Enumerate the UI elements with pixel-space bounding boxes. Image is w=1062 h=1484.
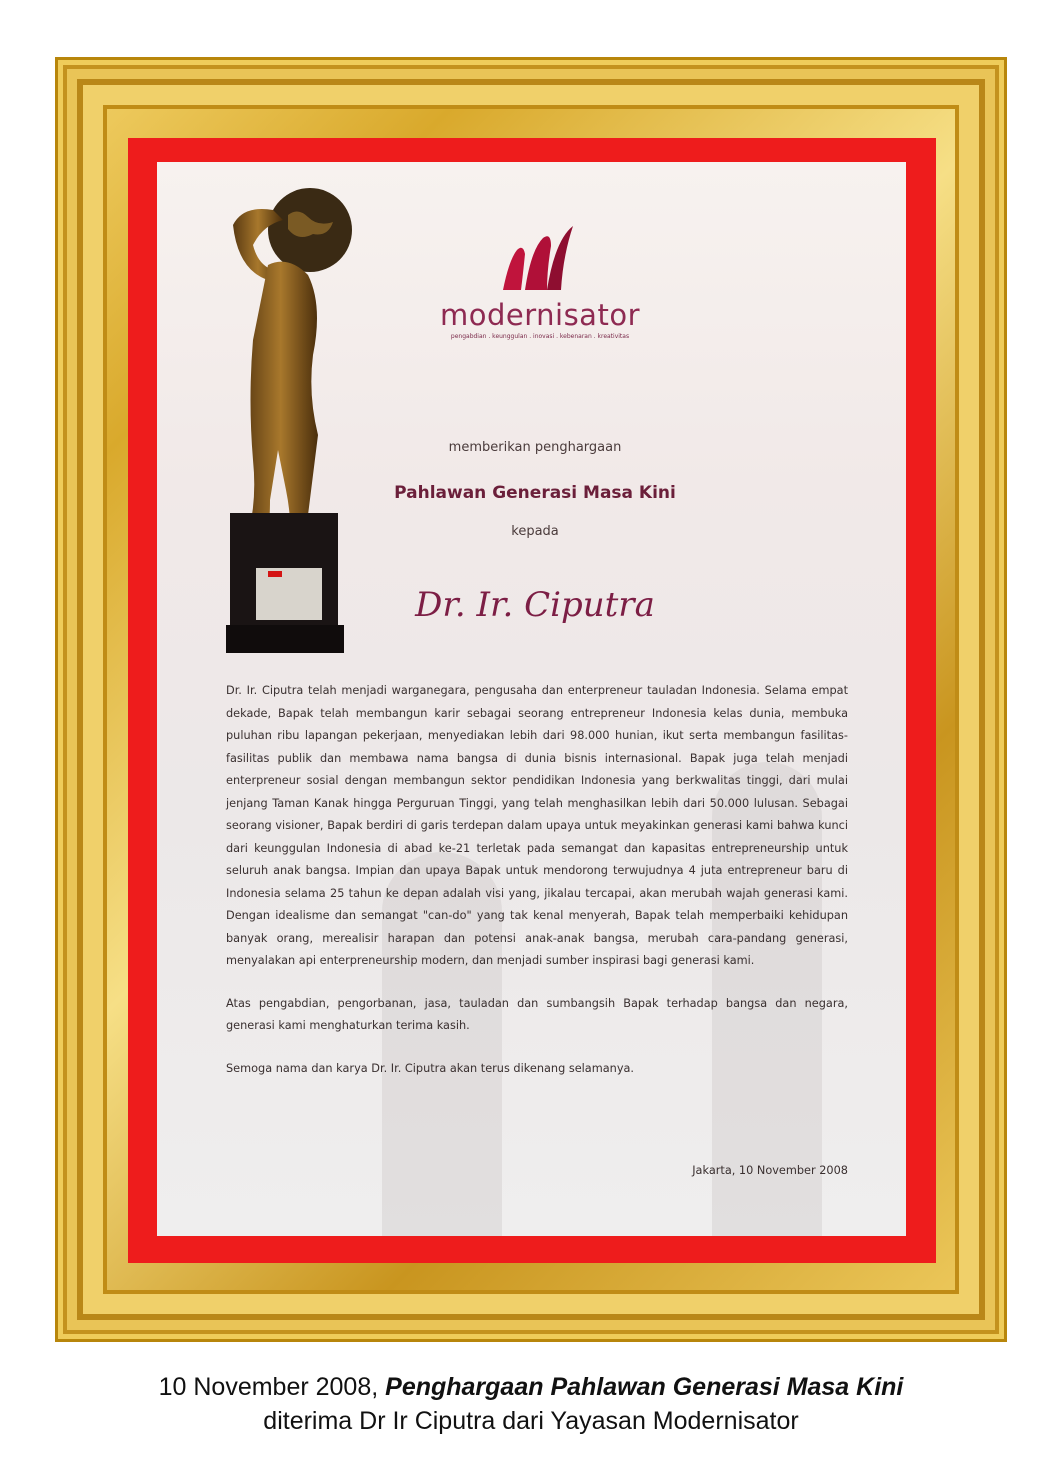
- logo-tagline: pengabdian . keunggulan . inovasi . kebenaran . kreativitas: [450, 333, 630, 340]
- body-paragraph: Dr. Ir. Ciputra telah menjadi warganegara, pengusaha dan enterpreneur tauladan Indonesia. Selama empat dekade, Bapak telah membangun karir sebagai seorang entrepreneur Indonesia kelas dunia, membuka puluhan ribu lapangan pekerjaan, menyediakan lebih dari 98.000 hunian, ikut serta membangun fasilitas-fasilitas publik dan membawa nama bangsa di dunia bisnis internasional. Bapak juga telah menjadi enterpreneur sosial dengan membangun sektor pendidikan Indonesia yang berkwalitas tinggi, dari mulai jenjang Taman Kanak hingga Perguruan Tinggi, yang telah menghasilkan lebih dari 50.000 lulusan. Sebagai seorang visioner, Bapak berdiri di garis terdepan dalam upaya untuk meyakinkan generasi kami bahwa kunci dari keunggulan Indonesia di abad ke-21 terletak pada semangat dan kapasitas entrepreneurship untuk seluruh anak bangsa. Impian dan upaya Bapak untuk mendorong terwujudnya 4 juta entrepreneur baru di Indonesia selama 25 tahun ke depan adalah visi yang, jikalau tercapai, akan merubah wajah generasi kami. Dengan idealisme dan semangat "can-do" yang tak kenal menyerah, Bapak telah memperbaiki kehidupan banyak orang, merealisir harapan dan potensi anak-anak bangsa, merubah cara-pandang generasi, menyalakan api enterpreneurship modern, dan menjadi sumber inspirasi bagi generasi kami.: [226, 684, 848, 967]
- modernisator-logo: [420, 222, 660, 340]
- to-line: kepada: [511, 524, 559, 539]
- certificate-body: [226, 680, 848, 1100]
- recipient-name: Dr. Ir. Ciputra: [415, 585, 655, 625]
- caption-date: 10 November 2008,: [158, 1373, 386, 1401]
- caption-line-2: diterima Dr Ir Ciputra dari Yayasan Modernisator: [263, 1407, 799, 1435]
- place-date: Jakarta, 10 November 2008: [692, 1164, 848, 1177]
- logo-wordmark: modernisator: [439, 298, 640, 332]
- caption-award: Penghargaan Pahlawan Generasi Masa Kini: [385, 1373, 904, 1401]
- award-title: Pahlawan Generasi Masa Kini: [394, 483, 676, 503]
- body-paragraph: Atas pengabdian, pengorbanan, jasa, tauladan dan sumbangsih Bapak terhadap bangsa dan negara, generasi kami menghaturkan terima kasih.: [226, 996, 848, 1032]
- modernisator-m-logo-mark: [495, 222, 585, 294]
- photo-caption: [0, 1370, 1062, 1438]
- given-line: memberikan penghargaan: [448, 440, 622, 455]
- body-paragraph: Semoga nama dan karya Dr. Ir. Ciputra akan terus dikenang selamanya.: [226, 1061, 635, 1075]
- caption-line-1: [0, 1370, 1062, 1404]
